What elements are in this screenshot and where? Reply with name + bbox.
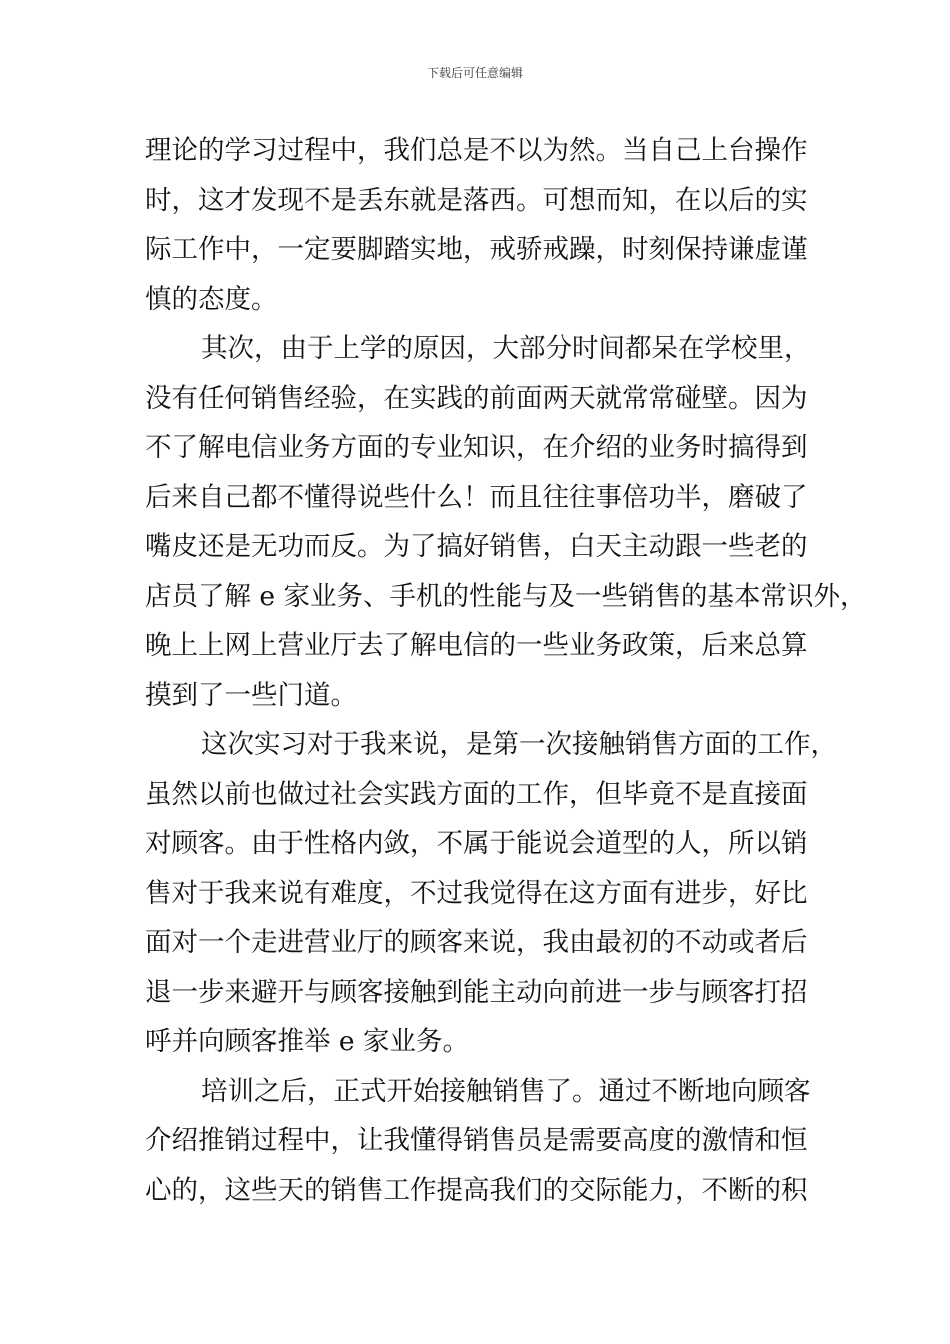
page-header: 下载后可任意编辑 [426, 66, 523, 80]
text-line: 介绍推销过程中，让我懂得销售员是需要高度的激情和恒 [145, 1125, 808, 1156]
text-line: 时，这才发现不是丢东就是落西。可想而知，在以后的实 [145, 184, 808, 216]
paragraph [145, 126, 810, 324]
text-line: 其次，由于上学的原因，大部分时间都呆在学校里， [201, 333, 811, 364]
paragraph [145, 324, 867, 720]
text-line: 售对于我来说有难度，不过我觉得在这方面有进步，好比 [145, 877, 808, 909]
text-line: 虽然以前也做过社会实践方面的工作，但毕竟不是直接面 [145, 778, 808, 810]
text-line: 退一步来避开与顾客接触到能主动向前进一步与顾客打招 [145, 976, 808, 1008]
text-line: 店员了解 e 家业务、手机的性能与及一些销售的基本常识外， [145, 580, 867, 612]
text-line: 摸到了一些门道。 [145, 679, 357, 711]
text-line: 理论的学习过程中，我们总是不以为然。当自己上台操作 [145, 135, 808, 166]
text-line: 这次实习对于我来说，是第一次接触销售方面的工作， [201, 729, 837, 760]
text-line: 后来自己都不懂得说些什么！而且往往事倍功半，磨破了 [145, 481, 808, 513]
text-line: 对顾客。由于性格内敛，不属于能说会道型的人，所以销 [145, 828, 808, 859]
text-line: 际工作中，一定要脚踏实地，戒骄戒躁，时刻保持谦虚谨 [145, 234, 808, 265]
text-line: 慎的态度。 [145, 283, 278, 315]
text-line: 培训之后，正式开始接触销售了。通过不断地向顾客 [201, 1075, 811, 1107]
document-body [145, 126, 867, 1215]
text-line: 面对一个走进营业厅的顾客来说，我由最初的不动或者后 [145, 927, 808, 958]
paragraph [145, 720, 837, 1067]
text-line: 嘴皮还是无功而反。为了搞好销售，白天主动跟一些老的 [145, 531, 808, 562]
text-line: 没有任何销售经验，在实践的前面两天就常常碰壁。因为 [145, 382, 808, 414]
text-line: 不了解电信业务方面的专业知识，在介绍的业务时搞得到 [145, 432, 808, 463]
text-line: 晚上上网上营业厅去了解电信的一些业务政策，后来总算 [145, 630, 808, 661]
text-line: 呼并向顾客推举 e 家业务。 [145, 1026, 470, 1057]
paragraph [145, 1067, 810, 1216]
text-line: 心的，这些天的销售工作提高我们的交际能力，不断的积 [145, 1174, 808, 1206]
